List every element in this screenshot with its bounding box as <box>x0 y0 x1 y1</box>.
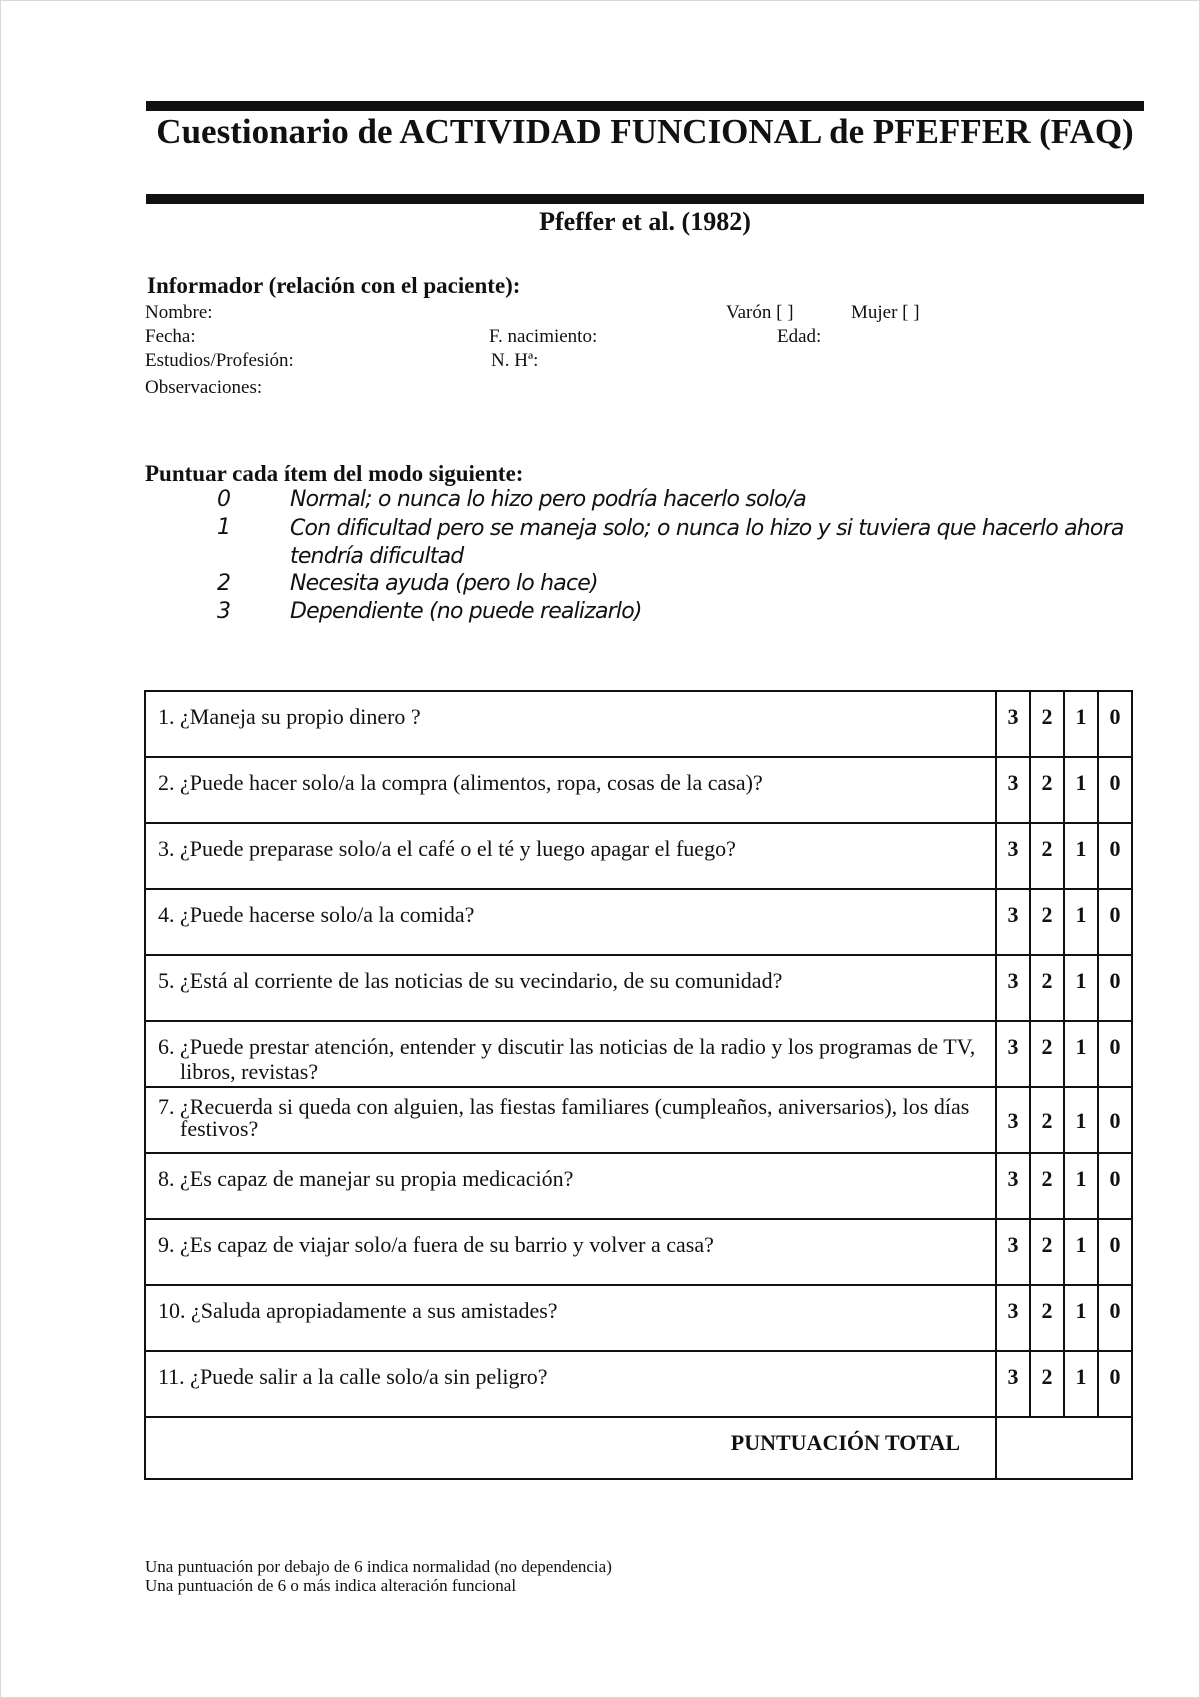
question-cell <box>145 691 996 757</box>
question-text: 5. ¿Está al corriente de las noticias de su vecindario, de su comunidad? <box>158 968 783 993</box>
score-option-3[interactable]: 3 <box>996 955 1030 1021</box>
question-cell <box>145 1021 996 1087</box>
total-score-field[interactable] <box>996 1417 1132 1479</box>
male-checkbox[interactable]: Varón [ ] <box>726 302 794 323</box>
scale-description: Con dificultad pero se maneja solo; o nunca lo hizo y si tuviera que hacerlo ahora tendría dificultad <box>290 516 1124 569</box>
question-text: 3. ¿Puede preparase solo/a el café o el té y luego apagar el fuego? <box>158 836 736 861</box>
score-option-2[interactable]: 2 <box>1030 691 1064 757</box>
table-row <box>145 1021 1132 1087</box>
table-row <box>145 955 1132 1021</box>
scoring-heading: Puntuar cada ítem del modo siguiente: <box>145 461 524 486</box>
score-option-1[interactable]: 1 <box>1064 691 1098 757</box>
table-row <box>145 691 1132 757</box>
table-row <box>145 1087 1132 1153</box>
question-cell <box>145 1153 996 1219</box>
birthdate-label: F. nacimiento: <box>489 326 598 347</box>
score-option-0[interactable]: 0 <box>1098 1087 1132 1153</box>
female-checkbox[interactable]: Mujer [ ] <box>851 302 920 323</box>
score-option-1[interactable]: 1 <box>1064 955 1098 1021</box>
citation: Pfeffer et al. (1982) <box>539 207 751 236</box>
score-option-1[interactable]: 1 <box>1064 1021 1098 1087</box>
score-option-0[interactable]: 0 <box>1098 1153 1132 1219</box>
score-option-0[interactable]: 0 <box>1098 955 1132 1021</box>
footnote-altered: Una puntuación de 6 o más indica alteración funcional <box>145 1576 517 1595</box>
table-row <box>145 823 1132 889</box>
score-option-3[interactable]: 3 <box>996 1219 1030 1285</box>
question-cell <box>145 1219 996 1285</box>
question-cell <box>145 889 996 955</box>
studies-label: Estudios/Profesión: <box>145 350 294 371</box>
table-row <box>145 1153 1132 1219</box>
question-text: 6. ¿Puede prestar atención, entender y discutir las noticias de la radio y los programas de TV, libros, revistas? <box>158 1034 976 1084</box>
table-row <box>145 1219 1132 1285</box>
question-text: 8. ¿Es capaz de manejar su propia medicación? <box>158 1166 574 1191</box>
record-number-label: N. Hª: <box>491 350 539 371</box>
score-option-2[interactable]: 2 <box>1030 1153 1064 1219</box>
score-option-0[interactable]: 0 <box>1098 1021 1132 1087</box>
scale-description: Dependiente (no puede realizarlo) <box>290 599 642 624</box>
scale-description: Necesita ayuda (pero lo hace) <box>290 571 598 596</box>
scale-description: Normal; o nunca lo hizo pero podría hacerlo solo/a <box>290 487 806 512</box>
score-option-3[interactable]: 3 <box>996 691 1030 757</box>
score-option-2[interactable]: 2 <box>1030 1087 1064 1153</box>
scale-score: 0 <box>217 487 231 512</box>
question-cell <box>145 823 996 889</box>
question-cell <box>145 1087 996 1153</box>
question-text: 4. ¿Puede hacerse solo/a la comida? <box>158 902 475 927</box>
scale-score: 3 <box>217 599 231 624</box>
score-option-1[interactable]: 1 <box>1064 1285 1098 1351</box>
scale-score: 2 <box>217 571 231 596</box>
name-label: Nombre: <box>145 302 213 323</box>
score-option-3[interactable]: 3 <box>996 1087 1030 1153</box>
score-option-3[interactable]: 3 <box>996 1285 1030 1351</box>
score-option-0[interactable]: 0 <box>1098 1351 1132 1417</box>
score-option-1[interactable]: 1 <box>1064 823 1098 889</box>
score-option-2[interactable]: 2 <box>1030 955 1064 1021</box>
score-option-2[interactable]: 2 <box>1030 1351 1064 1417</box>
score-option-3[interactable]: 3 <box>996 1153 1030 1219</box>
score-option-0[interactable]: 0 <box>1098 889 1132 955</box>
total-score-label: PUNTUACIÓN TOTAL <box>145 1417 996 1479</box>
score-option-3[interactable]: 3 <box>996 889 1030 955</box>
title-bottom-rule <box>146 194 1144 204</box>
question-text: 10. ¿Saluda apropiadamente a sus amistades? <box>158 1298 558 1323</box>
score-option-0[interactable]: 0 <box>1098 1285 1132 1351</box>
score-option-2[interactable]: 2 <box>1030 1219 1064 1285</box>
score-option-2[interactable]: 2 <box>1030 889 1064 955</box>
score-option-3[interactable]: 3 <box>996 757 1030 823</box>
score-option-1[interactable]: 1 <box>1064 1153 1098 1219</box>
informant-heading: Informador (relación con el paciente): <box>147 273 521 298</box>
score-option-3[interactable]: 3 <box>996 823 1030 889</box>
score-option-1[interactable]: 1 <box>1064 889 1098 955</box>
question-cell <box>145 1351 996 1417</box>
score-option-1[interactable]: 1 <box>1064 1351 1098 1417</box>
score-option-2[interactable]: 2 <box>1030 1021 1064 1087</box>
question-cell <box>145 1285 996 1351</box>
question-cell <box>145 757 996 823</box>
question-text: 1. ¿Maneja su propio dinero ? <box>158 704 421 729</box>
question-cell <box>145 955 996 1021</box>
age-label: Edad: <box>777 326 822 347</box>
question-text: 2. ¿Puede hacer solo/a la compra (alimentos, ropa, cosas de la casa)? <box>158 770 763 795</box>
score-option-2[interactable]: 2 <box>1030 757 1064 823</box>
score-option-1[interactable]: 1 <box>1064 1087 1098 1153</box>
table-row <box>145 757 1132 823</box>
score-option-2[interactable]: 2 <box>1030 1285 1064 1351</box>
question-text: 9. ¿Es capaz de viajar solo/a fuera de su barrio y volver a casa? <box>158 1232 714 1257</box>
footnote-normal: Una puntuación por debajo de 6 indica normalidad (no dependencia) <box>145 1557 612 1576</box>
score-option-0[interactable]: 0 <box>1098 691 1132 757</box>
total-row <box>145 1417 1132 1479</box>
score-option-3[interactable]: 3 <box>996 1021 1030 1087</box>
date-label: Fecha: <box>145 326 196 347</box>
score-option-1[interactable]: 1 <box>1064 1219 1098 1285</box>
score-option-0[interactable]: 0 <box>1098 757 1132 823</box>
title-top-rule <box>146 101 1144 111</box>
question-text: 11. ¿Puede salir a la calle solo/a sin peligro? <box>158 1364 548 1389</box>
score-option-3[interactable]: 3 <box>996 1351 1030 1417</box>
table-row <box>145 1351 1132 1417</box>
score-option-0[interactable]: 0 <box>1098 1219 1132 1285</box>
score-option-1[interactable]: 1 <box>1064 757 1098 823</box>
score-option-0[interactable]: 0 <box>1098 823 1132 889</box>
scale-score: 1 <box>217 515 231 540</box>
table-row <box>145 889 1132 955</box>
faq-table <box>144 690 1133 1480</box>
observations-label: Observaciones: <box>145 377 263 398</box>
question-text: 7. ¿Recuerda si queda con alguien, las fiestas familiares (cumpleaños, aniversarios), los días festivos? <box>158 1094 970 1141</box>
table-row <box>145 1285 1132 1351</box>
score-option-2[interactable]: 2 <box>1030 823 1064 889</box>
document-title: Cuestionario de ACTIVIDAD FUNCIONAL de PFEFFER (FAQ) <box>156 112 1134 151</box>
